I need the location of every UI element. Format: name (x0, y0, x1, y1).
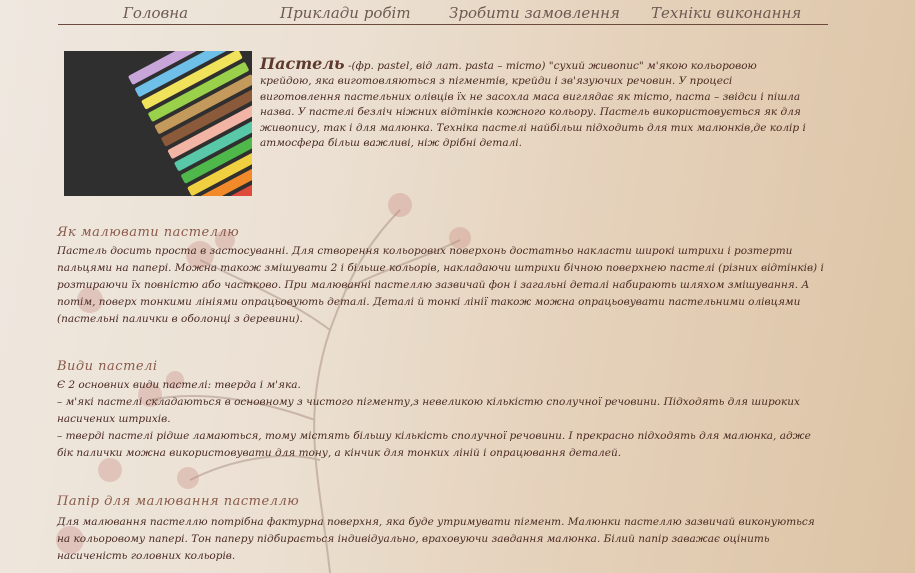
section-how-to-draw-title: Як малювати пастеллю (57, 225, 240, 240)
intro-lead-word: Пастель (260, 54, 345, 73)
section-how-to-draw-text: Пастель досить проста в застосуванні. Для створення кольорових поверхонь достатньо накласти широкі штрихи і розтерти пальцями на папері. Можна також змішувати 2 і більше кольорів, накладаючи штрихи бічною поверхнею пастелі (різних відтінків) і розтираючи їх повністю або частково. При малюванні пастеллю зазвичай фон і загальні деталі набирають шляхом змішування. А потім, поверх тонкими лініями опрацьовують деталі. Деталі й тонкі лінії також можна опрацьовувати пастельними олівцями (пастельні палички в оболонці з деревини). (57, 245, 824, 325)
types-line: – тверді пастелі рідше ламаються, тому містять більшу кількість сполучної речовини. І прекрасно підходять для малюнка, адже бік палички можна використовувати для тону, а кінчик для тонких ліній і опрацювання деталей. (57, 429, 811, 459)
nav-home-link[interactable]: Головна (123, 4, 189, 22)
section-paper-text: Для малювання пастеллю потрібна фактурна поверхня, яка буде утримувати пігмент. Малюнки пастеллю зазвичай виконуються на кольоровому папері. Тон паперу підбирається індивідуально, враховуючи завдання малюнка. Білий папір заважає оцінить насиченість головних кольорів. (57, 516, 815, 562)
nav-techniques-link[interactable]: Техніки виконання (651, 4, 802, 22)
section-types-text (57, 377, 827, 462)
section-paper-title: Папір для малювання пастеллю (57, 494, 300, 509)
intro-text: -(фр. pastel, від лат. pasta – тісто) "сухий живопис" м'якою кольоровою крейдою, яка виготовляються з пігментів, крейди і зв'язуючих речовин. У процесі виготовлення пастельних олівців їх не засохла маса виглядає як тісто, паста – звідси і пішла назва. У пастелі безліч ніжних відтінків кожного кольору. Пастель використовується як для живопису, так і для малюнка. Техніка пастелі найбільш підходить для тих малюнків,де колір і атмосфера більш важливі, ніж дрібні деталі. (260, 60, 806, 150)
section-types-title: Види пастелі (57, 359, 158, 374)
types-line: – м'які пастелі складаються в основному з чистого пігменту,з невеликою кількістю сполучної речовини. Підходять для широких насичених штрихів. (57, 395, 800, 425)
types-line: Є 2 основних види пастелі: тверда і м'яка. (57, 379, 301, 391)
top-navigation (58, 4, 828, 25)
nav-order-link[interactable]: Зробити замовлення (449, 4, 620, 22)
nav-examples-link[interactable]: Приклади робіт (280, 4, 411, 22)
intro-paragraph (260, 56, 810, 151)
pastel-crayons-image (64, 51, 252, 196)
